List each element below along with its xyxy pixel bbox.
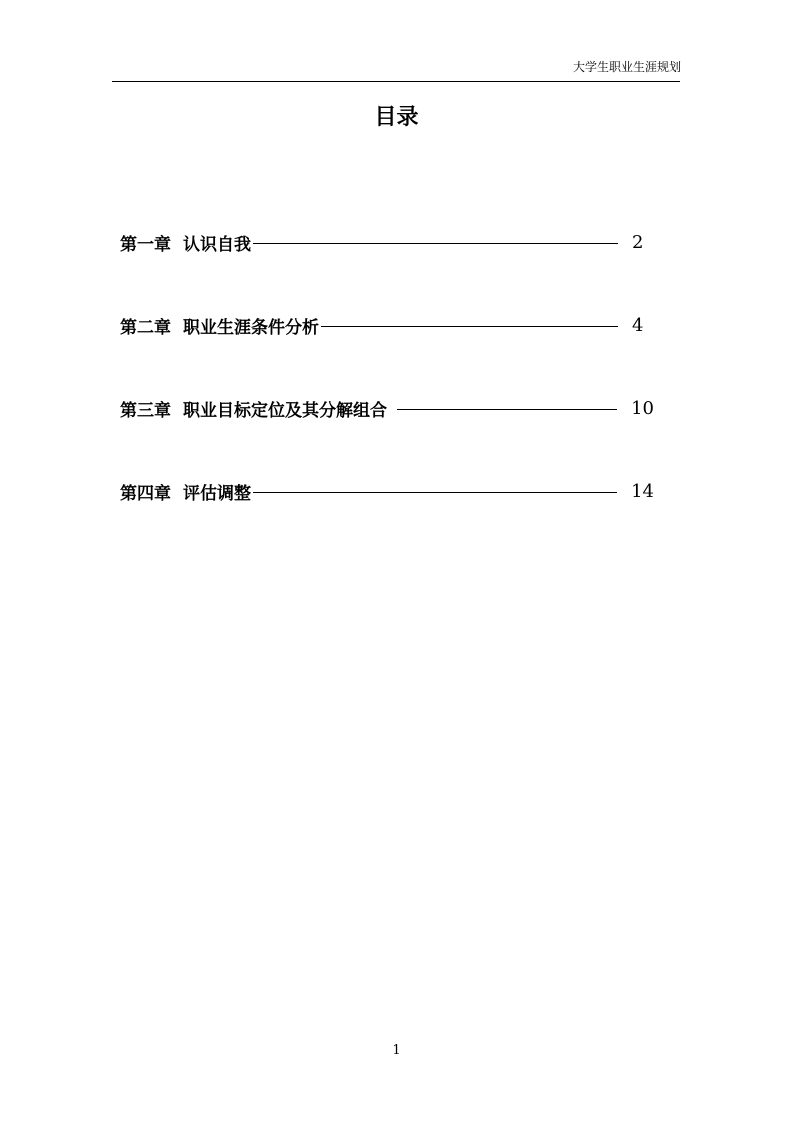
toc-page-number: 14: [631, 480, 654, 502]
toc-title: 目录: [374, 105, 419, 130]
toc-chapter-label: 第四章: [120, 483, 171, 504]
toc-chapter-title: 职业生涯条件分析: [183, 317, 319, 338]
toc-leader-line: [253, 243, 618, 244]
toc-page-number: 4: [632, 314, 644, 336]
toc-page-number: 10: [631, 397, 654, 419]
header-divider: [112, 81, 680, 82]
footer-page-number: 1: [392, 1043, 401, 1058]
running-header-title: 大学生职业生涯规划: [572, 60, 681, 74]
toc-chapter-label: 第三章: [120, 400, 171, 421]
toc-leader-line: [253, 492, 617, 493]
toc-entry-3[interactable]: [120, 394, 654, 422]
toc-entry-1[interactable]: [120, 228, 654, 256]
toc-entry-2[interactable]: [120, 311, 654, 339]
toc-entry-4[interactable]: [120, 477, 654, 505]
toc-chapter-title: 评估调整: [183, 483, 251, 504]
toc-page-number: 2: [632, 231, 644, 253]
toc-chapter-title: 认识自我: [183, 234, 251, 255]
toc-leader-line: [321, 326, 618, 327]
toc-leader-line: [397, 409, 617, 410]
toc-chapter-title: 职业目标定位及其分解组合: [183, 400, 387, 421]
toc-chapter-label: 第一章: [120, 234, 171, 255]
table-of-contents: [120, 228, 654, 560]
toc-chapter-label: 第二章: [120, 317, 171, 338]
